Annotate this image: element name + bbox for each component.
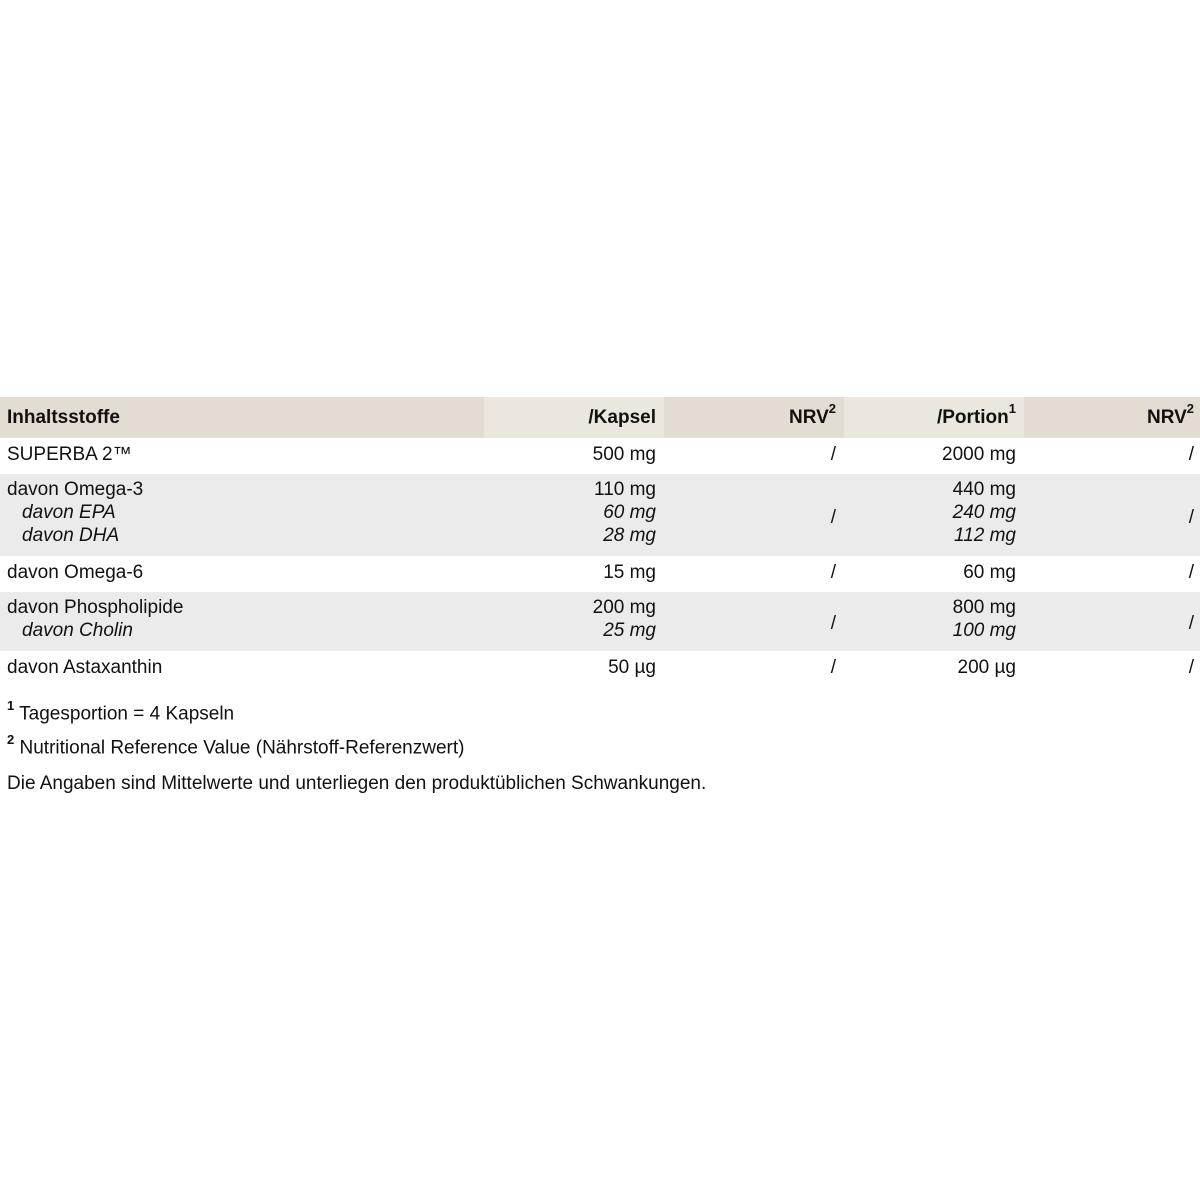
header-per-portion-label: /Portion <box>936 407 1009 428</box>
table-row <box>0 438 1200 474</box>
header-per-portion <box>844 397 1024 438</box>
footnote-mark: 2 <box>7 732 15 748</box>
sub-value-per-capsule: 28 mg <box>603 525 656 546</box>
sub-value-per-capsule: 25 mg <box>603 620 656 641</box>
nutrition-table <box>0 397 1200 687</box>
sub-ingredient-name: davon Cholin <box>22 620 133 641</box>
value-per-capsule-group <box>484 596 664 651</box>
value-per-portion: 440 mg <box>952 479 1016 500</box>
footnote-text: Tagesportion = 4 Kapseln <box>19 703 235 725</box>
ingredient-name: davon Phospholipide <box>7 597 184 618</box>
table-row <box>0 556 1200 592</box>
footnote-1 <box>7 694 464 728</box>
disclaimer-text: Die Angaben sind Mittelwerte und unterliegen den produktüblichen Schwankungen. <box>7 773 707 794</box>
value-per-capsule: 15 mg <box>603 562 656 583</box>
ingredient-name: davon Omega-6 <box>7 562 144 583</box>
value-per-capsule: 500 mg <box>592 444 656 465</box>
ingredient-name-group <box>0 596 484 651</box>
value-per-portion-group <box>844 596 1024 651</box>
ingredient-name: davon Astaxanthin <box>7 657 163 678</box>
table-row <box>0 474 1200 556</box>
header-nrv-capsule-label: NRV <box>788 407 829 428</box>
ingredient-name: SUPERBA 2™ <box>7 444 132 465</box>
footnote-text: Nutritional Reference Value (Nährstoff-Referenzwert) <box>19 737 465 759</box>
header-nrv-capsule <box>664 397 844 438</box>
sub-value-per-portion: 100 mg <box>952 620 1016 641</box>
sub-ingredient-name: davon DHA <box>22 525 120 546</box>
nrv-portion: / <box>1188 613 1194 634</box>
sub-value-per-capsule: 60 mg <box>603 502 656 523</box>
sub-ingredient-name: davon EPA <box>22 502 116 523</box>
nrv-capsule: / <box>830 506 836 528</box>
nrv-portion: / <box>1188 506 1194 528</box>
nrv-capsule: / <box>830 562 836 583</box>
nrv-portion: / <box>1188 444 1194 465</box>
nrv-capsule: / <box>830 613 836 634</box>
footnote-ref-1: 1 <box>1008 400 1016 416</box>
footnote-ref-2: 2 <box>828 400 836 416</box>
table-header <box>0 397 1200 438</box>
sub-value-per-portion: 240 mg <box>952 502 1016 523</box>
nrv-capsule: / <box>830 444 836 465</box>
value-per-portion-group <box>844 478 1024 556</box>
footnotes <box>7 694 464 763</box>
table-row <box>0 592 1200 651</box>
nrv-portion: / <box>1188 657 1194 678</box>
header-nrv-portion <box>1024 397 1200 438</box>
sub-value-per-portion: 112 mg <box>954 525 1016 546</box>
nrv-capsule: / <box>830 657 836 678</box>
value-per-portion: 60 mg <box>963 562 1016 583</box>
footnote-mark: 1 <box>7 698 15 713</box>
value-per-capsule: 50 µg <box>608 657 656 678</box>
header-per-capsule: /Kapsel <box>484 397 664 438</box>
ingredient-name: davon Omega-3 <box>7 479 144 500</box>
value-per-capsule-group <box>484 478 664 556</box>
footnote-2 <box>7 728 464 762</box>
footnote-ref-2: 2 <box>1186 400 1194 416</box>
header-nrv-portion-label: NRV <box>1146 407 1187 428</box>
table-row <box>0 651 1200 687</box>
value-per-portion: 200 µg <box>957 657 1016 678</box>
header-ingredients: Inhaltsstoffe <box>0 397 484 438</box>
value-per-capsule: 200 mg <box>592 597 656 618</box>
value-per-portion: 2000 mg <box>942 444 1016 465</box>
ingredient-name-group <box>0 478 484 556</box>
value-per-portion: 800 mg <box>952 597 1016 618</box>
nrv-portion: / <box>1188 562 1194 583</box>
value-per-capsule: 110 mg <box>594 479 656 500</box>
